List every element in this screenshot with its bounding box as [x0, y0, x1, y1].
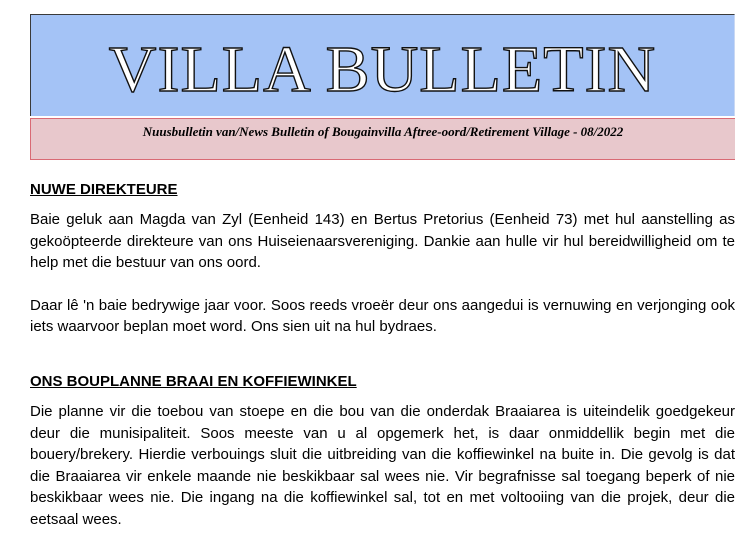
bulletin-subtitle: Nuusbulletin van/News Bulletin of Bougainvilla Aftree-oord/Retirement Village - 08/2022 — [142, 124, 624, 139]
bulletin-title: VILLA BULLETIN — [108, 33, 657, 106]
paragraph: Die planne vir die toebou van stoepe en die bou van die onderdak Braaiarea is uiteindelik goedgekeur deur die munisipaliteit. Soos meeste van u al opgemerk het, is daar onmiddellik begin met die bouery/brekery. Hierdie verbouings sluit die uitbreiding van die koffiewinkel na buite in. Die gevolg is dat die Braaiarea vir enkele maande nie beskikbaar sal wees nie. Vir begrafnisse sal toegang beperk of nie beskikbaar wees nie. Die ingang na die koffiewinkel sal, tot en met voltooiing van die projek, deur die eetsaal wees. — [30, 403, 735, 528]
section-new-directors — [30, 180, 735, 338]
section-heading: NUWE DIREKTEURE — [30, 181, 178, 198]
paragraph: Baie geluk aan Magda van Zyl (Eenheid 143) en Bertus Pretorius (Eenheid 73) met hul aanstelling as gekoöpteerde direkteure van ons Huiseienaarsvereniging. Dankie aan hulle vir hul bereidwilligheid om te help met die bestuur van ons oord. — [30, 211, 735, 271]
paragraph: Daar lê 'n baie bedrywige jaar voor. Soos reeds vroeër deur ons aangedui is vernuwing en verjonging ook iets waarvoor beplan moet word. Ons sien uit na hul bydraes. — [30, 296, 735, 335]
section-building-plans — [30, 372, 735, 530]
subtitle-band — [30, 118, 735, 160]
masthead-banner — [30, 14, 735, 116]
section-heading: ONS BOUPLANNE BRAAI EN KOFFIEWINKEL — [30, 373, 357, 390]
